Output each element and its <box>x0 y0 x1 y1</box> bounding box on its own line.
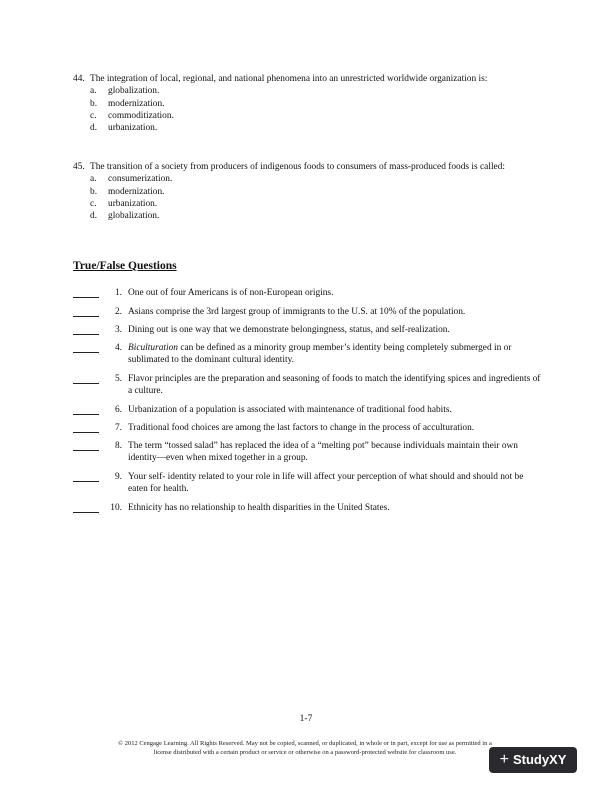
answer-blank[interactable] <box>73 502 99 513</box>
question-stem: The integration of local, regional, and national phenomena into an unrestricted worldwide organization is: <box>90 74 488 84</box>
option-b: b. modernization. <box>90 98 165 109</box>
tf-item-10: 10. Ethnicity has no relationship to health disparities in the United States. <box>73 502 543 514</box>
answer-blank[interactable] <box>73 306 99 317</box>
answer-blank[interactable] <box>73 471 99 482</box>
option-d: d. urbanization. <box>90 123 158 134</box>
tf-item-1: 1. One out of four Americans is of non-European origins. <box>73 287 543 299</box>
option-c: c. urbanization. <box>90 198 158 209</box>
section-title-true-false: True/False Questions <box>73 260 177 272</box>
option-a: a. consumerization. <box>90 174 173 185</box>
option-b: b. modernization. <box>90 186 165 197</box>
plus-icon: + <box>499 750 509 768</box>
option-a: a. globalization. <box>90 86 160 97</box>
answer-blank[interactable] <box>73 404 99 415</box>
tf-item-4: 4. Biculturation can be defined as a minority group member’s identity being completely submerged in or sublimated to the dominant cultural identity. <box>73 342 543 367</box>
question-number: 45. <box>73 162 85 172</box>
answer-blank[interactable] <box>73 342 99 353</box>
studyxy-watermark: + StudyXY <box>489 747 577 773</box>
option-d: d. globalization. <box>90 211 160 222</box>
answer-blank[interactable] <box>73 324 99 335</box>
page-number: 1-7 <box>299 714 313 724</box>
tf-item-2: 2. Asians comprise the 3rd largest group of immigrants to the U.S. at 10% of the population. <box>73 306 543 318</box>
answer-blank[interactable] <box>73 440 99 451</box>
tf-item-9: 9. Your self- identity related to your role in life will affect your perception of what should and should not be eaten for health. <box>73 471 543 496</box>
tf-item-6: 6. Urbanization of a population is associated with maintenance of traditional food habits. <box>73 404 543 416</box>
question-number: 44. <box>73 74 85 84</box>
tf-item-8: 8. The term “tossed salad” has replaced the idea of a “melting pot” because individuals maintain their own identity—even when mixed together in a group. <box>73 440 543 465</box>
answer-blank[interactable] <box>73 373 99 384</box>
tf-item-5: 5. Flavor principles are the preparation and seasoning of foods to match the identifying spices and ingredients of a culture. <box>73 373 543 398</box>
question-45 <box>73 161 553 222</box>
option-c: c. commoditization. <box>90 110 174 121</box>
tf-item-3: 3. Dining out is one way that we demonstrate belongingness, status, and self-realization. <box>73 324 543 336</box>
tf-item-7: 7. Traditional food choices are among the last factors to change in the process of acculturation. <box>73 422 543 434</box>
question-44 <box>73 73 553 134</box>
answer-blank[interactable] <box>73 422 99 433</box>
answer-blank[interactable] <box>73 287 99 298</box>
italic-term: Biculturation <box>128 343 178 353</box>
question-stem: The transition of a society from producers of indigenous foods to consumers of mass-produced foods is called: <box>90 162 506 172</box>
copyright-notice: © 2012 Cengage Learning. All Rights Reserved. May not be copied, scanned, or duplicated, in whole or in part, except for use as permitted in a license distributed with a certain product or service or otherwise on a password-protected website for classroom use. <box>118 740 492 756</box>
